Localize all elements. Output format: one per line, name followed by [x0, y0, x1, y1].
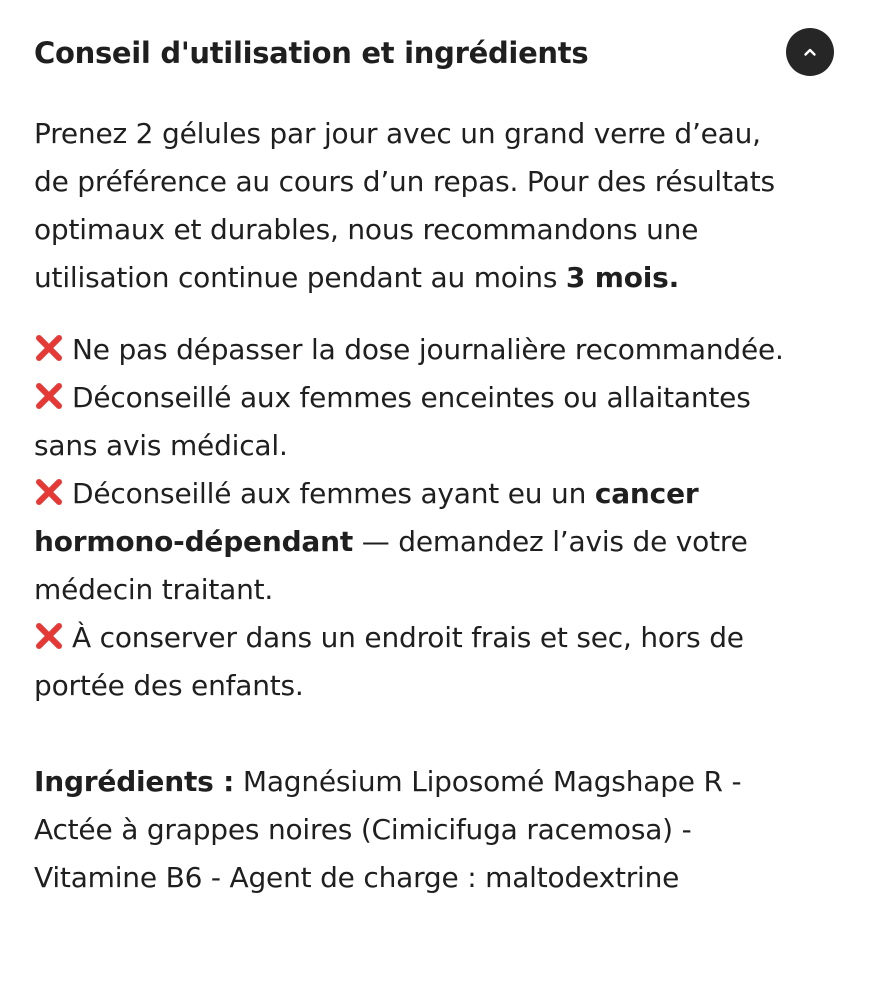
usage-duration: 3 mois.	[565, 261, 680, 294]
warning-emphasis: cancer hormono-dépendant	[34, 477, 699, 558]
cross-mark-icon	[34, 477, 64, 507]
usage-text: Prenez 2 gélules par jour avec un grand verre d’eau, de préférence au cours d’un repas. Pour des résultats optimaux et durables, nous recommandons une utilisation continue pendant au moins	[34, 117, 775, 294]
warning-item	[34, 374, 794, 470]
warning-item	[34, 470, 794, 614]
warning-item	[34, 614, 794, 710]
warning-text: Déconseillé aux femmes ayant eu un	[72, 477, 595, 510]
section-title: Conseil d'utilisation et ingrédients	[34, 36, 589, 70]
ingredients-label: Ingrédients :	[34, 765, 235, 798]
warning-text: Ne pas dépasser la dose journalière recommandée.	[72, 333, 784, 366]
warning-text: — demandez l’avis de votre médecin traitant.	[34, 525, 748, 606]
cross-mark-icon	[34, 621, 64, 651]
warning-item	[34, 326, 794, 374]
cross-mark-icon	[34, 333, 64, 363]
section-header[interactable]	[34, 0, 838, 104]
collapse-button[interactable]	[786, 28, 834, 76]
warnings-list	[34, 326, 794, 710]
chevron-up-icon	[803, 45, 817, 59]
cross-mark-icon	[34, 381, 64, 411]
warning-text: À conserver dans un endroit frais et sec, hors de portée des enfants.	[34, 621, 744, 702]
section-content	[34, 110, 794, 902]
ingredients-paragraph	[34, 758, 794, 902]
usage-paragraph	[34, 110, 794, 302]
warning-text: Déconseillé aux femmes enceintes ou allaitantes sans avis médical.	[34, 381, 751, 462]
ingredients-text: Magnésium Liposomé Magshape R - Actée à grappes noires (Cimicifuga racemosa) - Vitamine B6 - Agent de charge : maltodextrine	[34, 765, 742, 894]
